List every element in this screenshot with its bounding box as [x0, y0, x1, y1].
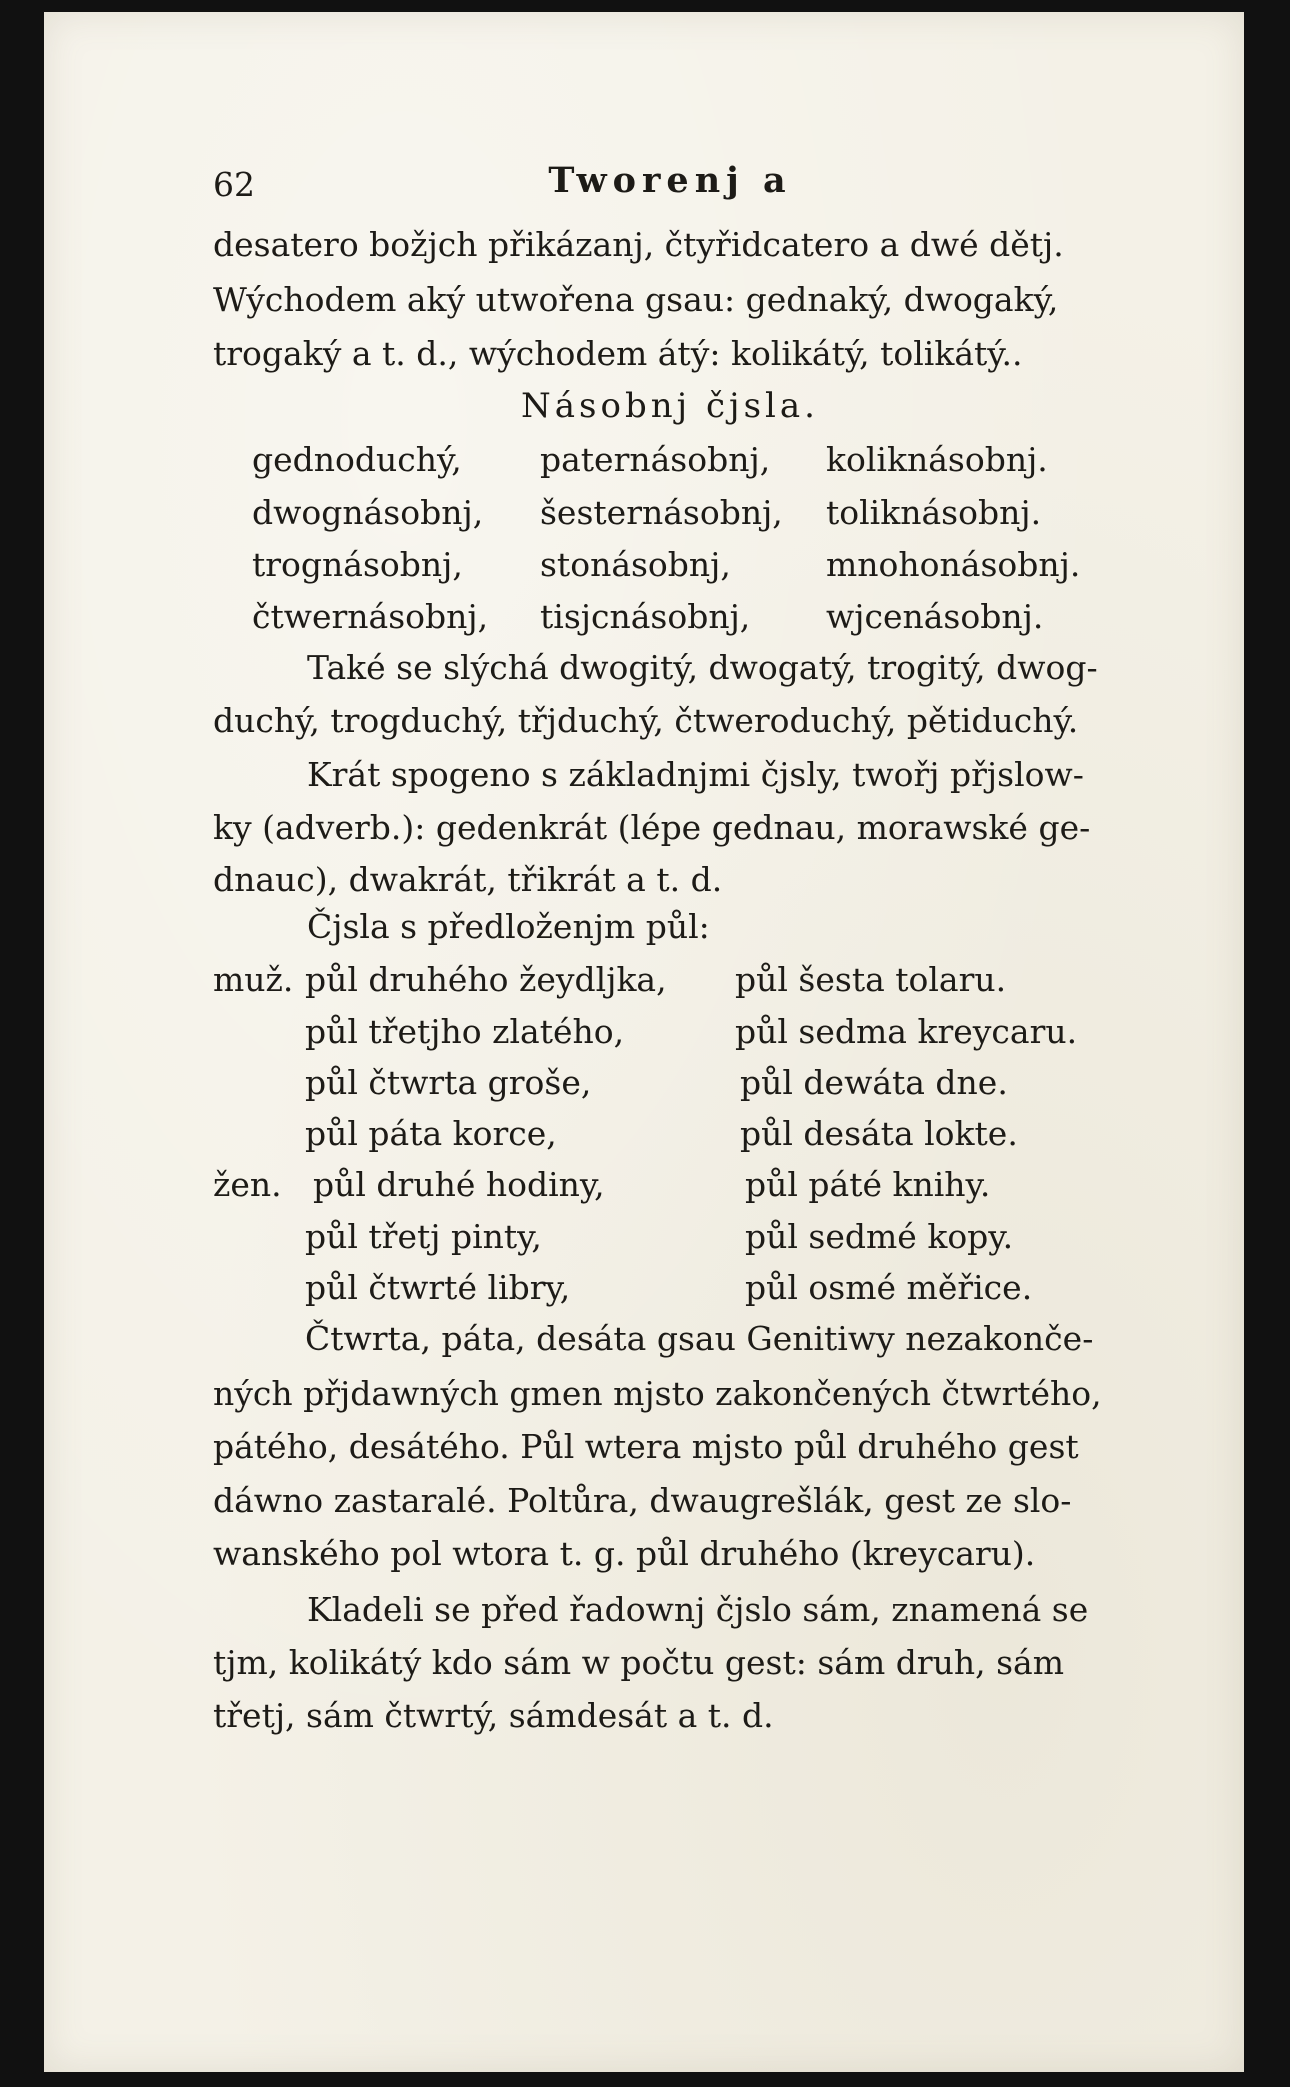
- half-cell: půl třetj pinty,: [305, 1217, 542, 1256]
- paragraph-line: dnauc), dwakrát, třikrát a t. d.: [213, 860, 723, 899]
- multiples-cell: tisjcnásobnj,: [540, 597, 751, 636]
- paragraph-line: trogaký a t. d., wýchodem átý: kolikátý, tolikátý..: [213, 334, 1023, 373]
- section-heading-half: Čjsla s předloženjm půl:: [307, 907, 710, 946]
- page-number: 62: [213, 165, 255, 204]
- half-cell: půl druhého žeydljka,: [305, 960, 667, 999]
- multiples-cell: stonásobnj,: [540, 545, 731, 584]
- paragraph-line: Také se slýchá dwogitý, dwogatý, trogitý, dwog-: [307, 648, 1098, 687]
- half-cell: půl osmé měřice.: [745, 1268, 1033, 1307]
- half-cell: půl šesta tolaru.: [735, 960, 1007, 999]
- half-cell: půl dewáta dne.: [740, 1063, 1008, 1102]
- half-cell: půl páté knihy.: [745, 1165, 991, 1204]
- half-cell: půl čtwrta groše,: [305, 1063, 592, 1102]
- multiples-cell: šesternásobnj,: [540, 493, 783, 532]
- multiples-cell: dwognásobnj,: [252, 493, 484, 532]
- paragraph-line: ných přjdawných gmen mjsto zakončených čtwrtého,: [213, 1374, 1102, 1413]
- paragraph-line: dáwno zastaralé. Poltůra, dwaugrešlák, gest ze slo-: [213, 1481, 1072, 1520]
- paragraph-line: Čtwrta, páta, desáta gsau Genitiwy nezakonče-: [305, 1319, 1094, 1358]
- multiples-cell: wjcenásobnj.: [826, 597, 1044, 636]
- running-title: Tworenj a: [548, 160, 792, 201]
- paragraph-line: duchý, trogduchý, třjduchý, čtweroduchý, pětiduchý.: [213, 701, 1079, 740]
- half-cell: půl sedmé kopy.: [745, 1217, 1014, 1256]
- half-cell: půl čtwrté libry,: [305, 1268, 571, 1307]
- multiples-cell: mnohonásobnj.: [826, 545, 1081, 584]
- multiples-cell: paternásobnj,: [540, 440, 771, 479]
- half-cell: půl páta korce,: [305, 1114, 557, 1153]
- paragraph-line: tjm, kolikátý kdo sám w počtu gest: sám druh, sám: [213, 1643, 1065, 1682]
- multiples-cell: toliknásobnj.: [826, 493, 1042, 532]
- paragraph-line: třetj, sám čtwrtý, sámdesát a t. d.: [213, 1696, 774, 1735]
- paragraph-line: Kladeli se před řadownj čjslo sám, znamená se: [307, 1590, 1089, 1629]
- multiples-cell: koliknásobnj.: [826, 440, 1048, 479]
- multiples-cell: trognásobnj,: [252, 545, 463, 584]
- paragraph-line: desatero božjch přikázanj, čtyřidcatero a dwé dětj.: [213, 225, 1064, 264]
- section-heading-multiples: Násobnj čjsla.: [521, 386, 819, 426]
- multiples-cell: čtwernásobnj,: [252, 597, 489, 636]
- half-cell: půl sedma kreycaru.: [735, 1012, 1078, 1051]
- half-cell: půl druhé hodiny,: [313, 1165, 605, 1204]
- multiples-cell: gednoduchý,: [252, 440, 462, 479]
- gender-label-feminine: žen.: [213, 1165, 282, 1204]
- paragraph-line: pátého, desátého. Půl wtera mjsto půl druhého gest: [213, 1427, 1079, 1466]
- paragraph-line: Wýchodem aký utwořena gsau: gednaký, dwogaký,: [213, 280, 1059, 319]
- paragraph-line: Krát spogeno s základnjmi čjsly, twořj přjslow-: [307, 755, 1084, 794]
- half-cell: půl desáta lokte.: [740, 1114, 1018, 1153]
- paragraph-line: ky (adverb.): gedenkrát (lépe gednau, morawské ge-: [213, 808, 1091, 847]
- gender-label-masculine: muž.: [213, 960, 294, 999]
- paragraph-line: wanského pol wtora t. g. půl druhého (kreycaru).: [213, 1534, 1036, 1573]
- half-cell: půl třetjho zlatého,: [305, 1012, 625, 1051]
